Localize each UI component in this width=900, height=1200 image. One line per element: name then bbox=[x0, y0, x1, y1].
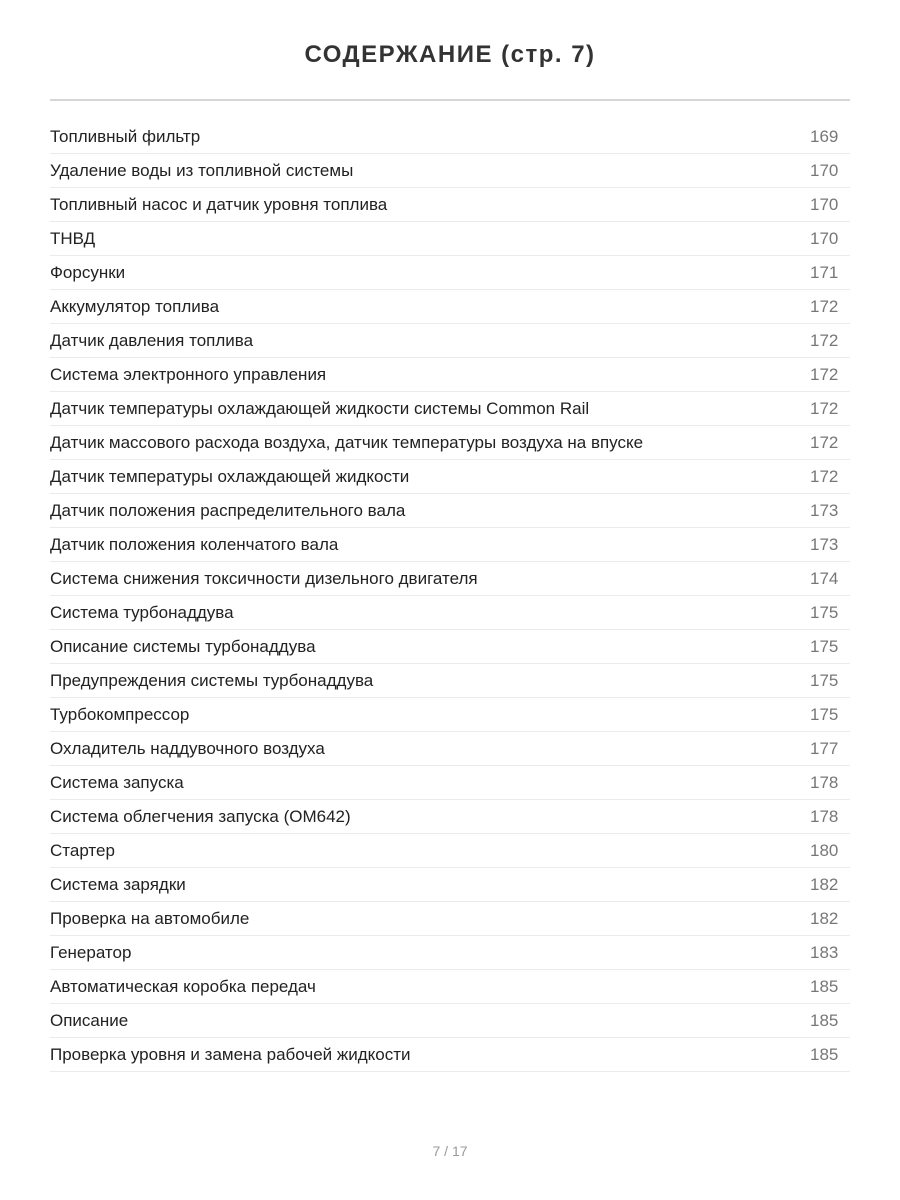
toc-entry[interactable] bbox=[50, 222, 850, 256]
toc-entry-title: Система запуска bbox=[50, 772, 184, 792]
toc-entry-page: 173 bbox=[810, 500, 839, 520]
toc-entry[interactable] bbox=[50, 154, 850, 188]
toc-entry-page: 172 bbox=[810, 296, 839, 316]
toc-entry-page: 185 bbox=[810, 1010, 839, 1030]
toc-entry-title: Топливный насос и датчик уровня топлива bbox=[50, 194, 388, 214]
toc-entry-page: 177 bbox=[810, 738, 839, 758]
toc-entry-page: 172 bbox=[810, 364, 839, 384]
toc-entry-title: Система турбонаддува bbox=[50, 602, 234, 622]
toc-entry[interactable] bbox=[50, 834, 850, 868]
toc-entry-title: Система зарядки bbox=[50, 874, 186, 894]
title-divider bbox=[50, 99, 850, 101]
toc-entry-page: 170 bbox=[810, 160, 839, 180]
toc-entry-title: Автоматическая коробка передач bbox=[50, 976, 316, 996]
toc-entry[interactable] bbox=[50, 936, 850, 970]
toc-entry[interactable] bbox=[50, 392, 850, 426]
toc-entry[interactable] bbox=[50, 868, 850, 902]
toc-entry-page: 185 bbox=[810, 1044, 839, 1064]
toc-entry-title: Аккумулятор топлива bbox=[50, 296, 220, 316]
toc-entry-page: 178 bbox=[810, 806, 839, 826]
toc-entry-title: Датчик температуры охлаждающей жидкости системы Common Rail bbox=[50, 398, 590, 418]
toc-entry-title: ТНВД bbox=[50, 228, 96, 248]
toc-entry[interactable] bbox=[50, 732, 850, 766]
toc-entry-page: 182 bbox=[810, 874, 839, 894]
toc-entry-page: 175 bbox=[810, 670, 839, 690]
toc-entry[interactable] bbox=[50, 562, 850, 596]
toc-entry-page: 171 bbox=[810, 262, 839, 282]
toc-entry[interactable] bbox=[50, 528, 850, 562]
toc-entry-page: 173 bbox=[810, 534, 839, 554]
toc-entry-title: Система электронного управления bbox=[50, 364, 327, 384]
page-indicator: 7 / 17 bbox=[432, 1143, 468, 1159]
toc-entry[interactable] bbox=[50, 358, 850, 392]
toc-entry-page: 170 bbox=[810, 194, 839, 214]
toc-entry[interactable] bbox=[50, 494, 850, 528]
toc-entry-title: Проверка уровня и замена рабочей жидкости bbox=[50, 1044, 411, 1064]
toc-entry-title: Датчик температуры охлаждающей жидкости bbox=[50, 466, 410, 486]
toc-entry-page: 175 bbox=[810, 704, 839, 724]
toc-entry-title: Проверка на автомобиле bbox=[50, 908, 250, 928]
toc-entry[interactable] bbox=[50, 596, 850, 630]
toc-entry[interactable] bbox=[50, 902, 850, 936]
toc-entry-page: 180 bbox=[810, 840, 839, 860]
toc-entry-title: Датчик давления топлива bbox=[50, 330, 254, 350]
toc-entry-page: 178 bbox=[810, 772, 839, 792]
toc-entry-title: Стартер bbox=[50, 840, 115, 860]
toc-entry-title: Датчик массового расхода воздуха, датчик температуры воздуха на впуске bbox=[50, 432, 644, 452]
toc-entry[interactable] bbox=[50, 1038, 850, 1072]
toc-list bbox=[50, 120, 850, 1072]
toc-entry-title: Описание bbox=[50, 1010, 129, 1030]
toc-entry-title: Турбокомпрессор bbox=[50, 704, 190, 724]
page-title: СОДЕРЖАНИЕ (стр. 7) bbox=[304, 41, 596, 68]
toc-entry-page: 172 bbox=[810, 398, 839, 418]
toc-entry-page: 183 bbox=[810, 942, 839, 962]
toc-entry-page: 175 bbox=[810, 636, 839, 656]
toc-entry[interactable] bbox=[50, 290, 850, 324]
toc-entry[interactable] bbox=[50, 120, 850, 154]
toc-entry[interactable] bbox=[50, 664, 850, 698]
toc-entry-title: Форсунки bbox=[50, 262, 126, 282]
toc-entry-title: Удаление воды из топливной системы bbox=[50, 160, 354, 180]
toc-entry-page: 182 bbox=[810, 908, 839, 928]
toc-entry-title: Система облегчения запуска (OM642) bbox=[50, 806, 351, 826]
toc-entry-title: Описание системы турбонаддува bbox=[50, 636, 316, 656]
toc-entry-title: Система снижения токсичности дизельного двигателя bbox=[50, 568, 478, 588]
toc-entry[interactable] bbox=[50, 698, 850, 732]
toc-entry-title: Датчик положения распределительного вала bbox=[50, 500, 406, 520]
toc-entry-page: 175 bbox=[810, 602, 839, 622]
toc-entry-title: Топливный фильтр bbox=[50, 126, 201, 146]
toc-entry[interactable] bbox=[50, 426, 850, 460]
toc-entry[interactable] bbox=[50, 970, 850, 1004]
toc-entry-title: Предупреждения системы турбонаддува bbox=[50, 670, 374, 690]
toc-entry[interactable] bbox=[50, 1004, 850, 1038]
toc-entry-page: 172 bbox=[810, 432, 839, 452]
toc-entry-page: 170 bbox=[810, 228, 839, 248]
toc-entry-page: 174 bbox=[810, 568, 839, 588]
toc-entry[interactable] bbox=[50, 460, 850, 494]
toc-entry-page: 169 bbox=[810, 126, 839, 146]
toc-entry[interactable] bbox=[50, 630, 850, 664]
toc-entry[interactable] bbox=[50, 188, 850, 222]
toc-entry-title: Генератор bbox=[50, 942, 132, 962]
toc-entry-title: Охладитель наддувочного воздуха bbox=[50, 738, 325, 758]
toc-entry-title: Датчик положения коленчатого вала bbox=[50, 534, 339, 554]
toc-entry[interactable] bbox=[50, 800, 850, 834]
toc-entry-page: 172 bbox=[810, 466, 839, 486]
toc-entry[interactable] bbox=[50, 256, 850, 290]
toc-entry-page: 172 bbox=[810, 330, 839, 350]
toc-entry[interactable] bbox=[50, 324, 850, 358]
toc-entry[interactable] bbox=[50, 766, 850, 800]
toc-entry-page: 185 bbox=[810, 976, 839, 996]
